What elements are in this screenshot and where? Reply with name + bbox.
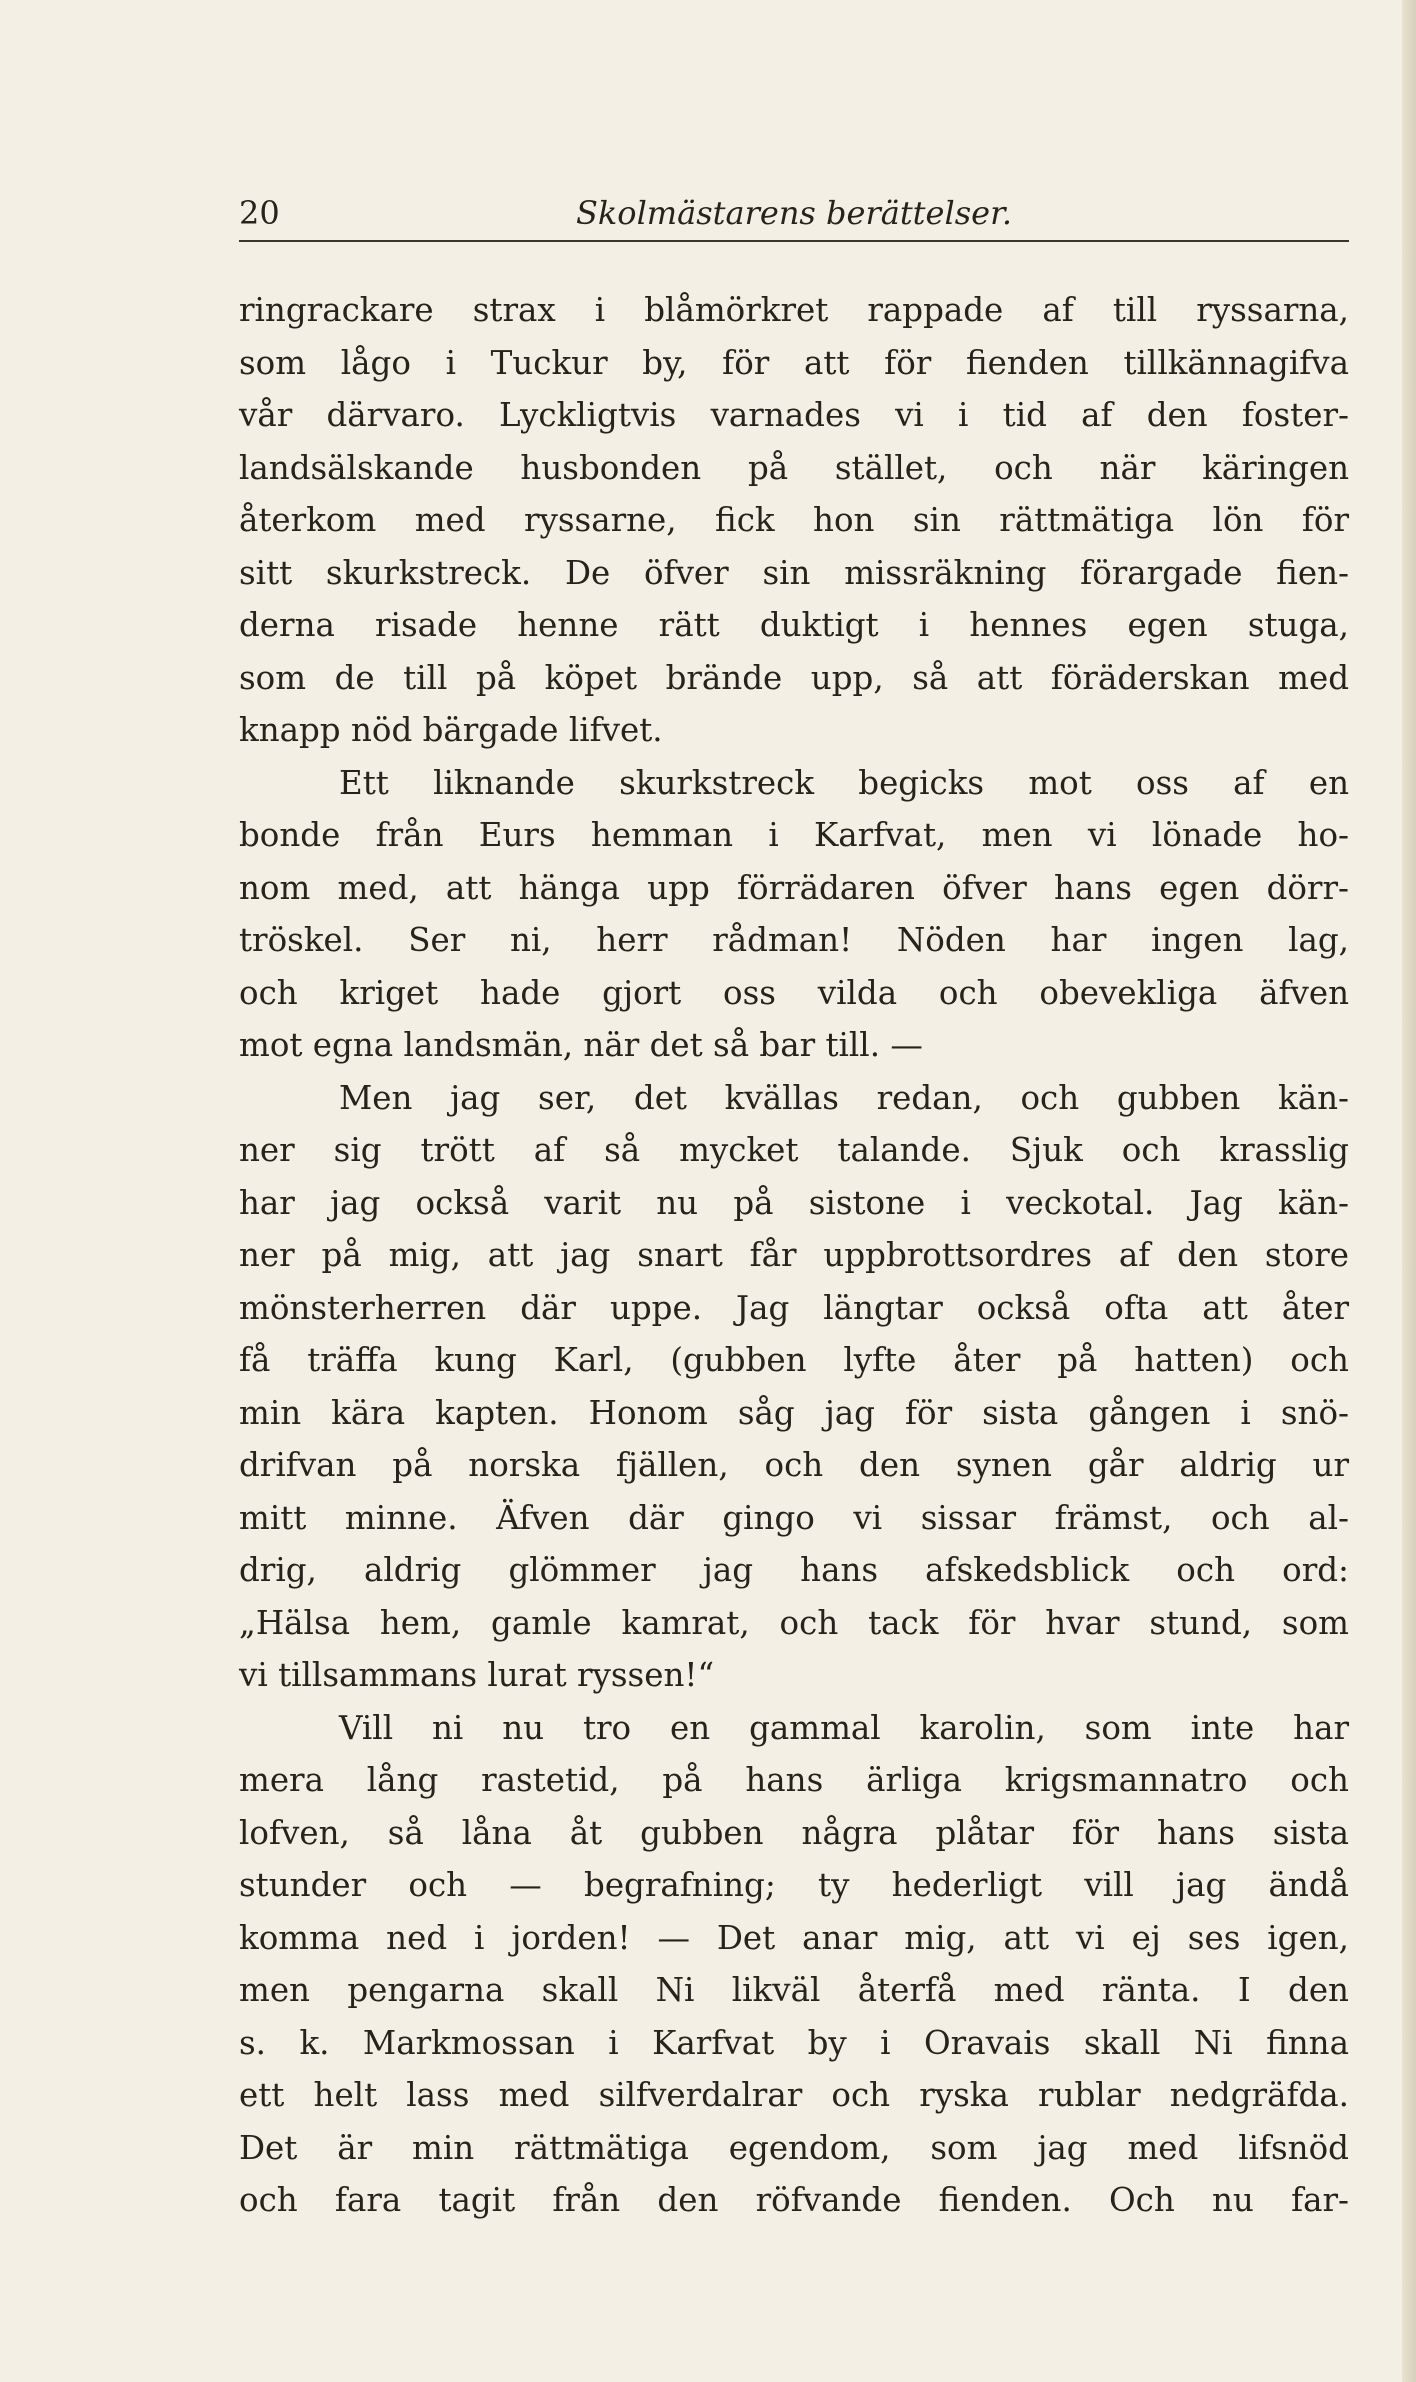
text-line: ringrackare strax i blåmörkret rappade af till ryssarna, [239, 291, 1349, 329]
text-line: landsälskande husbonden på stället, och när käringen [239, 448, 1349, 487]
page-number: 20 [239, 194, 280, 232]
paragraph-first-line: Men jag ser, det kvällas redan, och gubben kän- [339, 1078, 1349, 1117]
running-title: Skolmästarens berättelser. [575, 194, 1013, 232]
text-line: men pengarna skall Ni likväl återfå med ränta. I den [239, 1971, 1349, 2009]
text-line: drifvan på norska fjällen, och den synen går aldrig ur [239, 1446, 1349, 1484]
text-line: lofven, så låna åt gubben några plåtar för hans sista [239, 1813, 1349, 1852]
paragraph-first-line: Vill ni nu tro en gammal karolin, som inte har [339, 1708, 1349, 1747]
text-line: s. k. Markmossan i Karfvat by i Oravais skall Ni finna [239, 2023, 1349, 2062]
text-line: mera lång rastetid, på hans ärliga krigsmannatro och [239, 1761, 1349, 1799]
text-line: „Hälsa hem, gamle kamrat, och tack för hvar stund, som [239, 1603, 1349, 1642]
text-line: drig, aldrig glömmer jag hans afskedsblick och ord: [239, 1551, 1349, 1589]
text-line: mot egna landsmän, när det så bar till. — [239, 1026, 923, 1064]
text-line: Det är min rättmätiga egendom, som jag med lifsnöd [239, 2128, 1349, 2167]
text-line: mönsterherren där uppe. Jag längtar också ofta att åter [239, 1288, 1349, 1327]
text-line: och kriget hade gjort oss vilda och obevekliga äfven [239, 973, 1349, 1012]
text-line: har jag också varit nu på sistone i veckotal. Jag kän- [239, 1183, 1349, 1222]
text-line: bonde från Eurs hemman i Karfvat, men vi lönade ho- [239, 816, 1349, 854]
text-line: ner på mig, att jag snart får uppbrottsordres af den store [239, 1236, 1349, 1274]
text-line: stunder och — begrafning; ty hederligt vill jag ändå [239, 1866, 1349, 1904]
text-line: vår därvaro. Lyckligtvis varnades vi i tid af den foster- [239, 396, 1349, 434]
text-line: ner sig trött af så mycket talande. Sjuk och krasslig [239, 1131, 1349, 1169]
text-line: och fara tagit från den röfvande fienden. Och nu far- [239, 2181, 1349, 2219]
text-line: få träffa kung Karl, (gubben lyfte åter på hatten) och [239, 1341, 1349, 1379]
text-line: sitt skurkstreck. De öfver sin missräkning förargade fien- [239, 553, 1349, 592]
text-line: mitt minne. Äfven där gingo vi sissar främst, och al- [239, 1498, 1349, 1537]
paragraph-first-line: Ett liknande skurkstreck begicks mot oss af en [339, 763, 1349, 802]
page-edge [1402, 0, 1416, 2382]
text-line: återkom med ryssarne, fick hon sin rättmätiga lön för [239, 501, 1349, 539]
text-line: derna risade henne rätt duktigt i hennes egen stuga, [239, 606, 1349, 644]
text-line: knapp nöd bärgade lifvet. [239, 711, 663, 749]
text-line: nom med, att hänga upp förrädaren öfver hans egen dörr- [239, 868, 1349, 907]
text-line: som de till på köpet brände upp, så att föräderskan med [239, 658, 1349, 697]
text-line: ett helt lass med silfverdalrar och ryska rublar nedgräfda. [239, 2076, 1349, 2114]
text-line: tröskel. Ser ni, herr rådman! Nöden har ingen lag, [239, 921, 1349, 959]
text-line: komma ned i jorden! — Det anar mig, att vi ej ses igen, [239, 1918, 1349, 1957]
header-rule [239, 240, 1349, 242]
text-line: min kära kapten. Honom såg jag för sista gången i snö- [239, 1393, 1349, 1432]
page-header [239, 186, 1349, 240]
body-text [239, 284, 1349, 2227]
text-line: vi tillsammans lurat ryssen!“ [239, 1656, 715, 1694]
text-line: som lågo i Tuckur by, för att för fienden tillkännagifva [239, 343, 1349, 382]
